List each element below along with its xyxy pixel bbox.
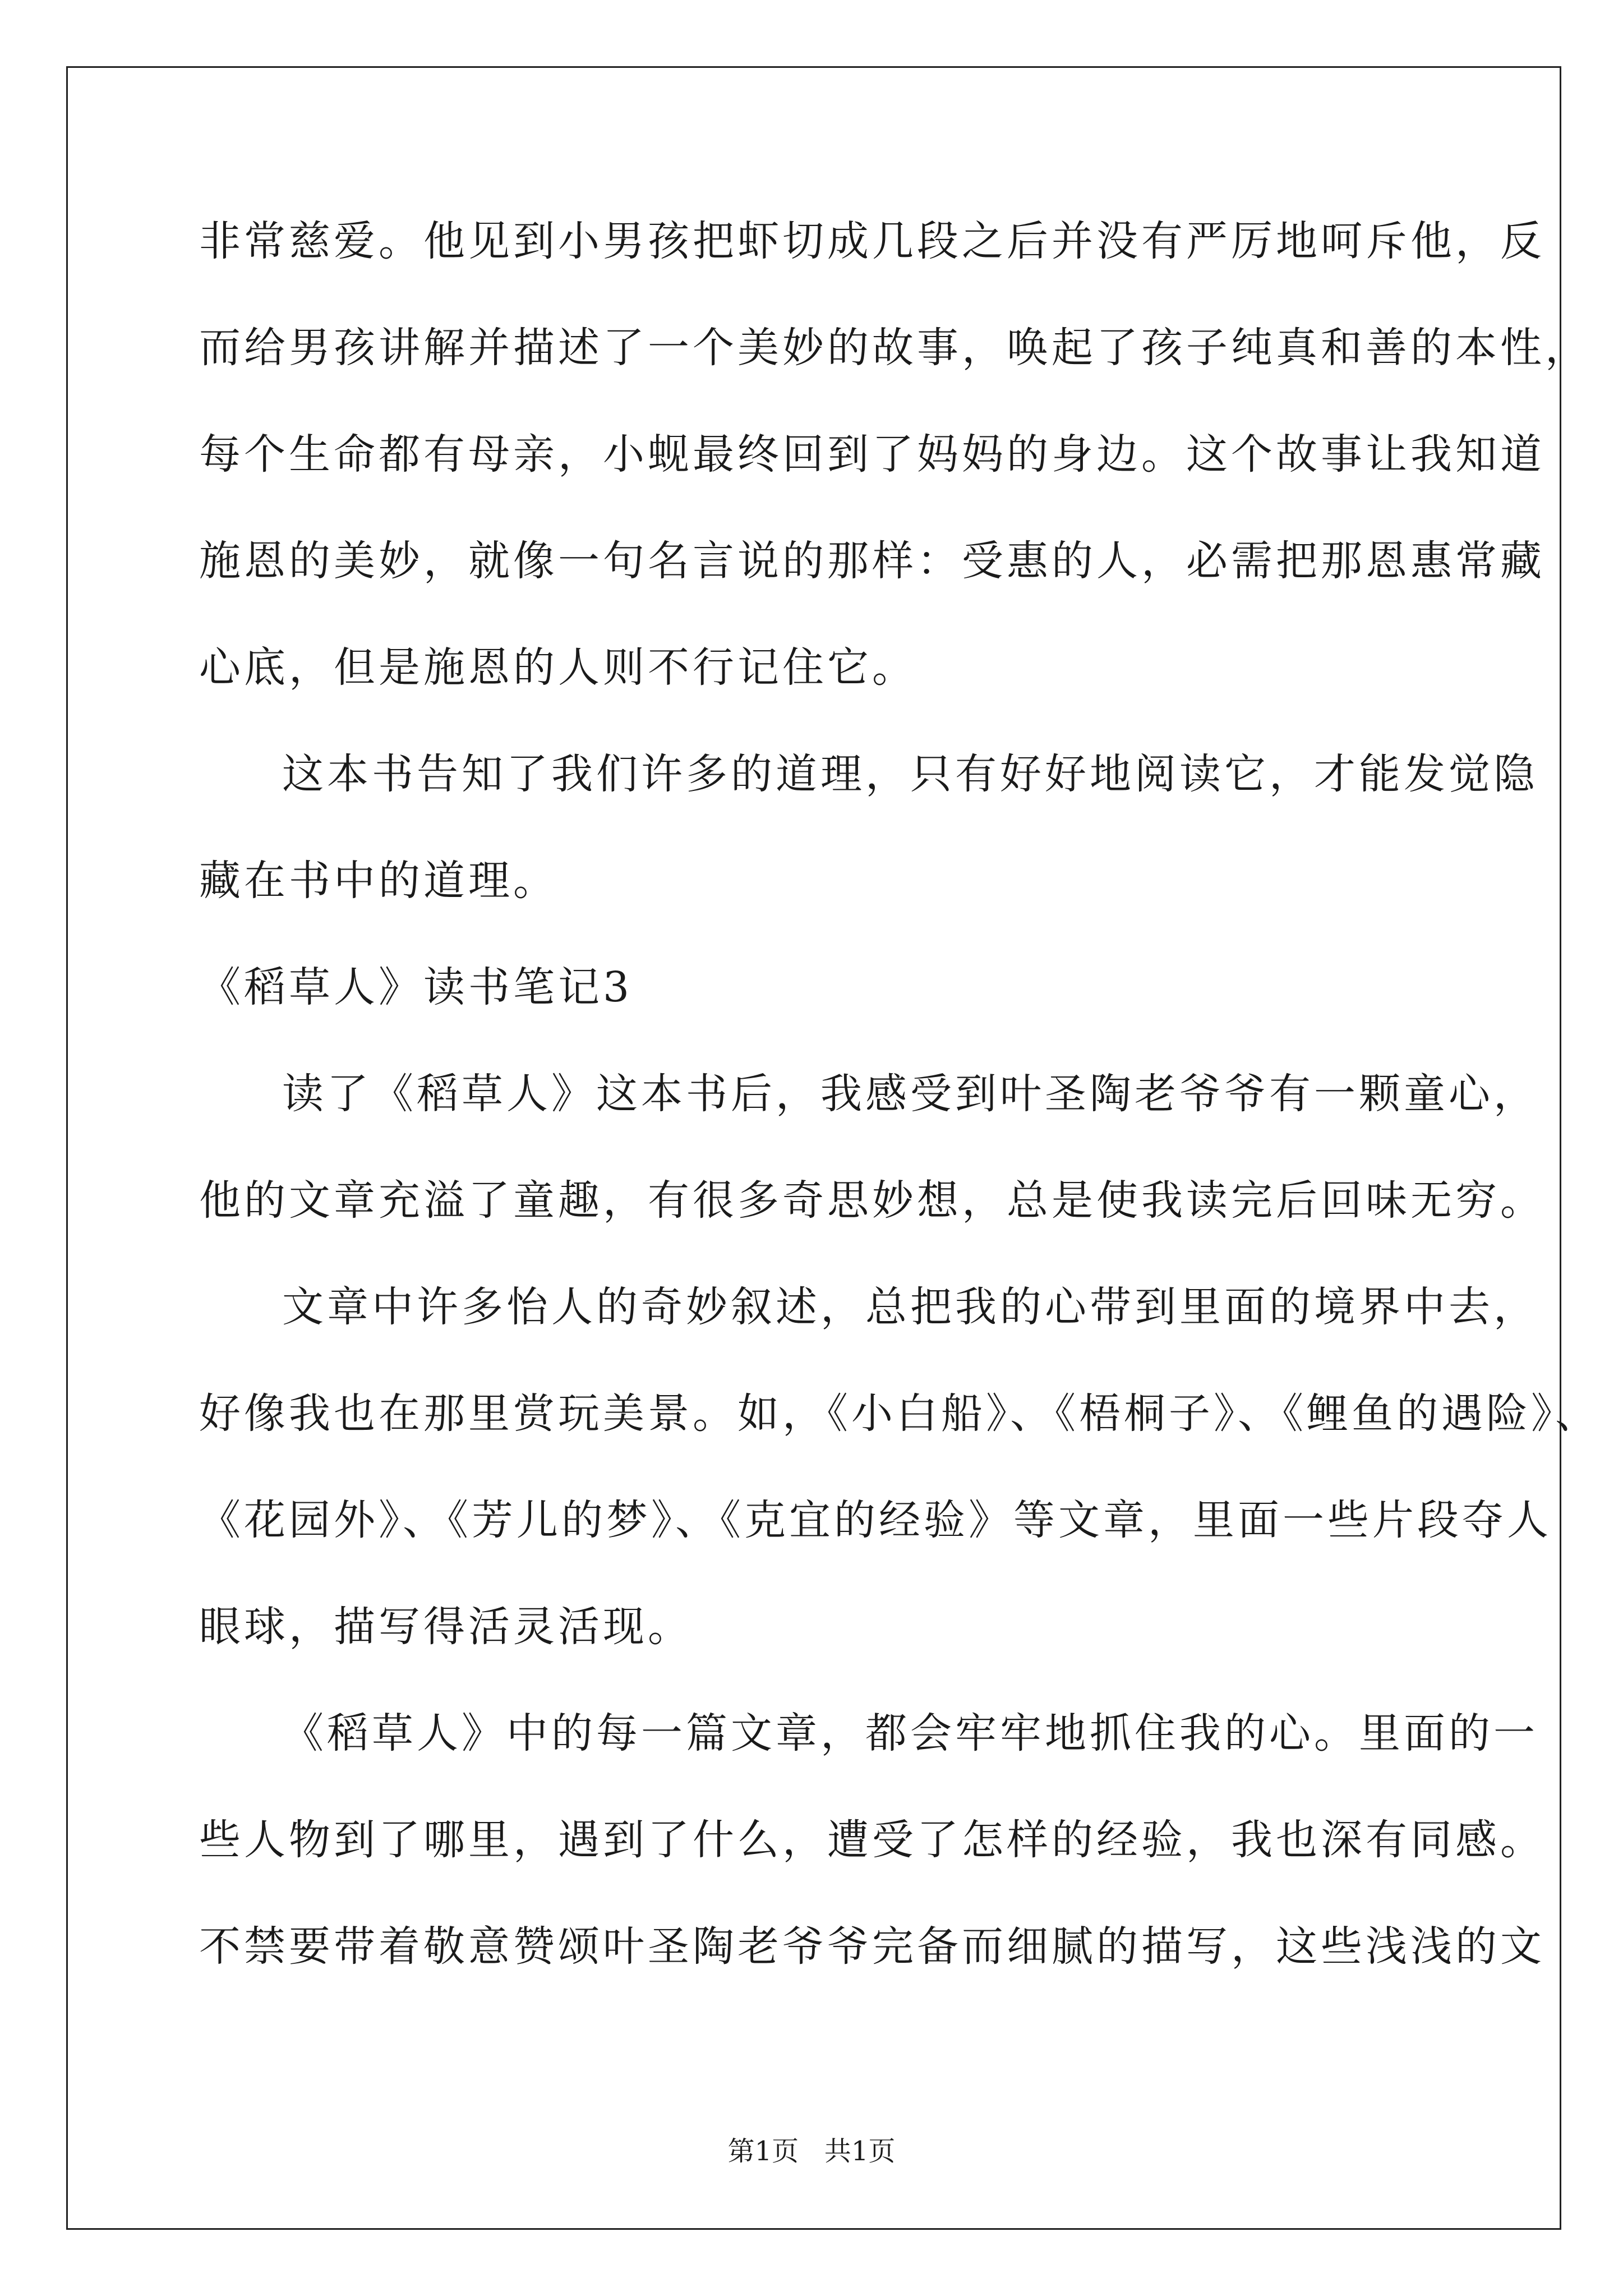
text-line: 眼球，描写得活灵活现。 xyxy=(199,1603,693,1651)
text-line: 他的文章充溢了童趣，有很多奇思妙想，总是使我读完后回味无穷。 xyxy=(199,1176,1545,1225)
page-footer: 第1页 共1页 xyxy=(727,2136,896,2167)
text-line: 些人物到了哪里，遇到了什么，遭受了怎样的经验，我也深有同感。 xyxy=(199,1816,1545,1864)
text-line: 而给男孩讲解并描述了一个美妙的故事，唤起了孩子纯真和善的本性， xyxy=(199,324,1590,372)
text-line: 藏在书中的道理。 xyxy=(199,857,558,905)
text-line: 不禁要带着敬意赞颂叶圣陶老爷爷完备而细腻的描写，这些浅浅的文 xyxy=(199,1922,1545,1971)
paragraph-start-line: 文章中许多怡人的奇妙叙述，总把我的心带到里面的境界中去， xyxy=(282,1283,1538,1331)
paragraph-start-line: 《稻草人》中的每一篇文章，都会牢牢地抓住我的心。里面的一 xyxy=(282,1709,1538,1757)
paragraph-start-line: 这本书告知了我们许多的道理，只有好好地阅读它，才能发觉隐 xyxy=(282,750,1538,798)
text-line: 好像我也在那里赏玩美景。如，《小白船》、《梧桐子》、《鲤鱼的遇险》、 xyxy=(199,1389,1600,1438)
section-heading: 《稻草人》读书笔记3 xyxy=(199,963,633,1011)
text-line: 心底，但是施恩的人则不行记住它。 xyxy=(199,643,917,692)
text-line: 每个生命都有母亲，小蚬最终回到了妈妈的身边。这个故事让我知道 xyxy=(199,430,1545,478)
text-line: 施恩的美妙，就像一句名言说的那样：受惠的人，必需把那恩惠常藏 xyxy=(199,537,1545,585)
text-line: 《花园外》、《芳儿的梦》、《克宜的经验》等文章，里面一些片段夺人 xyxy=(199,1496,1552,1544)
page-border xyxy=(66,66,1561,2230)
paragraph-start-line: 读了《稻草人》这本书后，我感受到叶圣陶老爷爷有一颗童心， xyxy=(282,1070,1538,1118)
text-line: 非常慈爱。他见到小男孩把虾切成几段之后并没有严厉地呵斥他，反 xyxy=(199,217,1545,265)
